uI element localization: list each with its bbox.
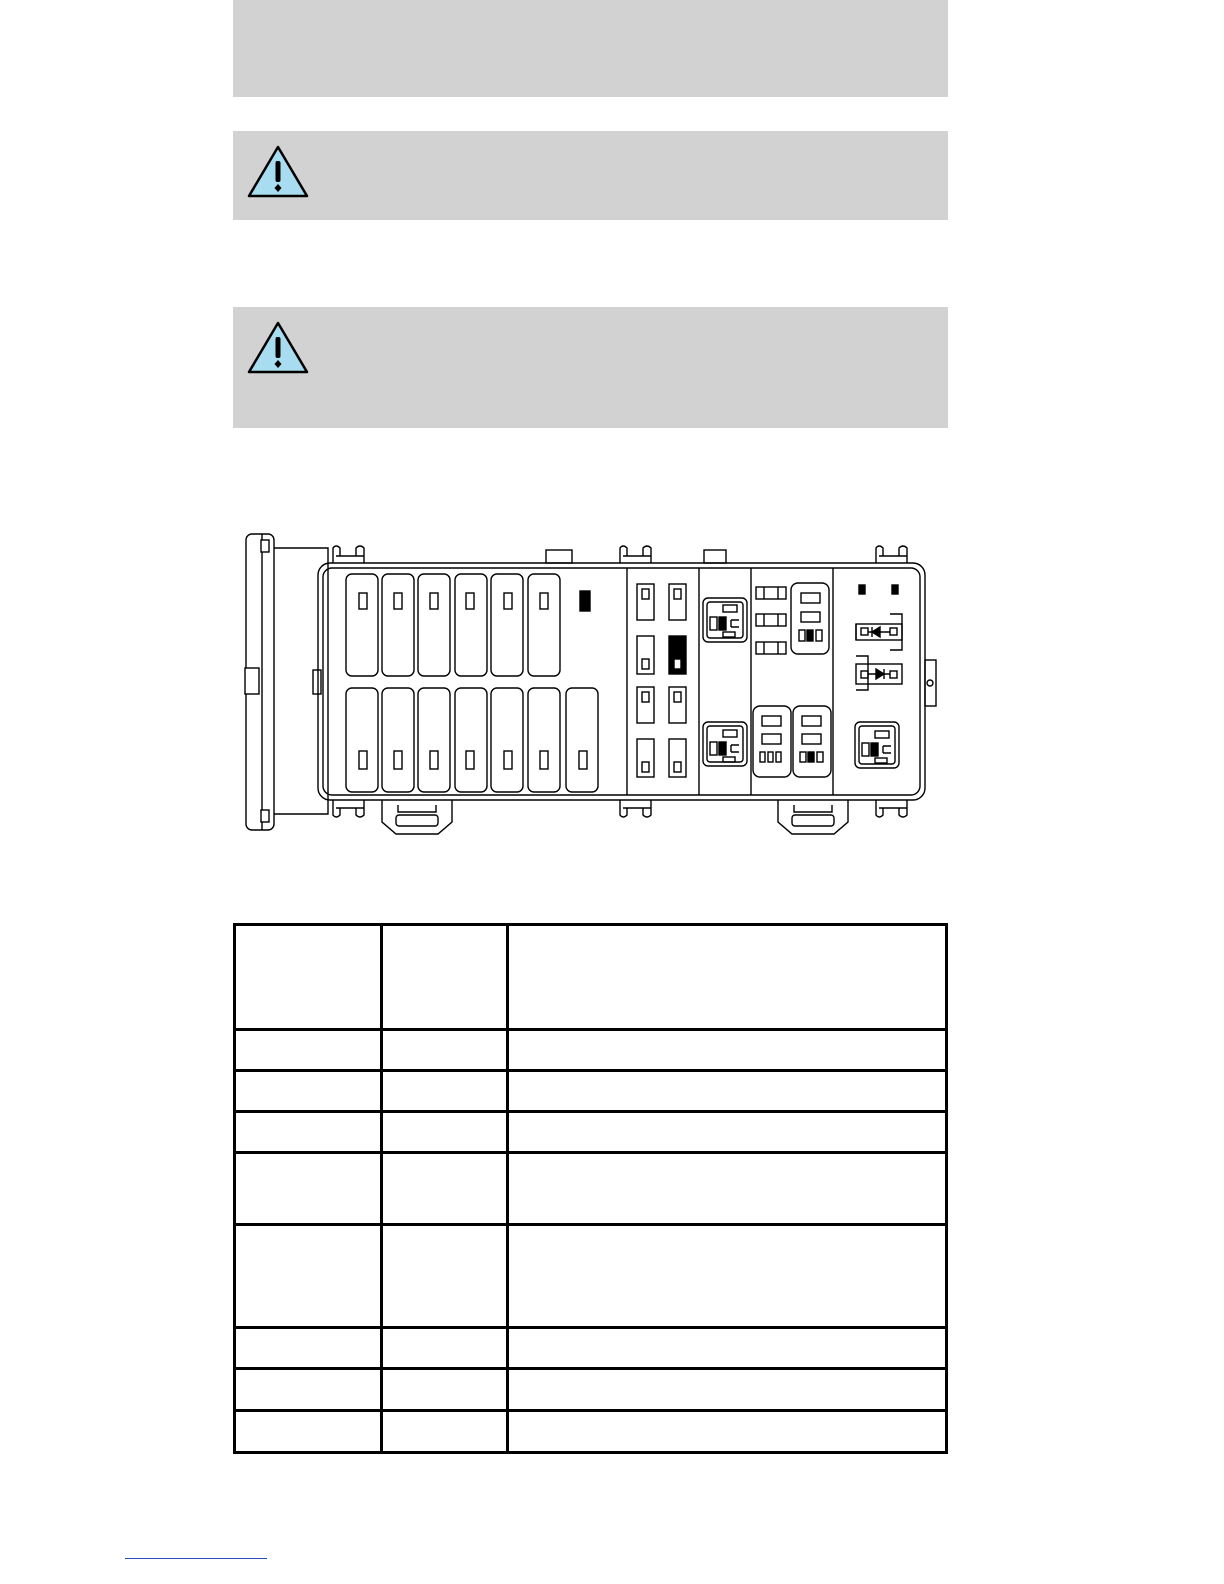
note-box: [233, 0, 948, 97]
table-cell: [382, 1030, 508, 1071]
table-cell: [508, 1112, 947, 1153]
table-cell: [235, 1153, 382, 1225]
warning-box-2: [233, 307, 948, 428]
table-cell: [382, 1071, 508, 1112]
table-row: [235, 1112, 947, 1153]
table-cell: [382, 1153, 508, 1225]
table-cell: [382, 1328, 508, 1369]
footer-link-rule: [125, 1558, 267, 1559]
table-cell: [382, 1411, 508, 1453]
warning-triangle-icon: [247, 145, 309, 199]
table-cell: [508, 1328, 947, 1369]
table-row: [235, 1411, 947, 1453]
warning-box-1: [233, 131, 948, 220]
table-cell: [235, 1225, 382, 1328]
table-cell: [508, 925, 947, 1030]
table-cell: [382, 1369, 508, 1411]
warning-triangle-icon: [247, 321, 309, 375]
table-header-row: [235, 925, 947, 1030]
table-row: [235, 1225, 947, 1328]
table-cell: [508, 1411, 947, 1453]
table-row: [235, 1369, 947, 1411]
table-cell: [508, 1225, 947, 1328]
table-cell: [235, 1071, 382, 1112]
fuse-panel-diagram: [240, 530, 940, 840]
table-cell: [508, 1030, 947, 1071]
table-cell: [235, 925, 382, 1030]
table-cell: [382, 1225, 508, 1328]
fuse-box-housing: [318, 563, 925, 800]
table-cell: [382, 1112, 508, 1153]
table-cell: [508, 1369, 947, 1411]
table-cell: [382, 925, 508, 1030]
table-row: [235, 1328, 947, 1369]
table-cell: [235, 1328, 382, 1369]
table-row: [235, 1153, 947, 1225]
table-row: [235, 1030, 947, 1071]
table-cell: [508, 1071, 947, 1112]
fuse-table: [233, 923, 948, 1454]
table-cell: [235, 1369, 382, 1411]
table-row: [235, 1071, 947, 1112]
table-cell: [508, 1153, 947, 1225]
table-cell: [235, 1030, 382, 1071]
table-cell: [235, 1411, 382, 1453]
table-cell: [235, 1112, 382, 1153]
